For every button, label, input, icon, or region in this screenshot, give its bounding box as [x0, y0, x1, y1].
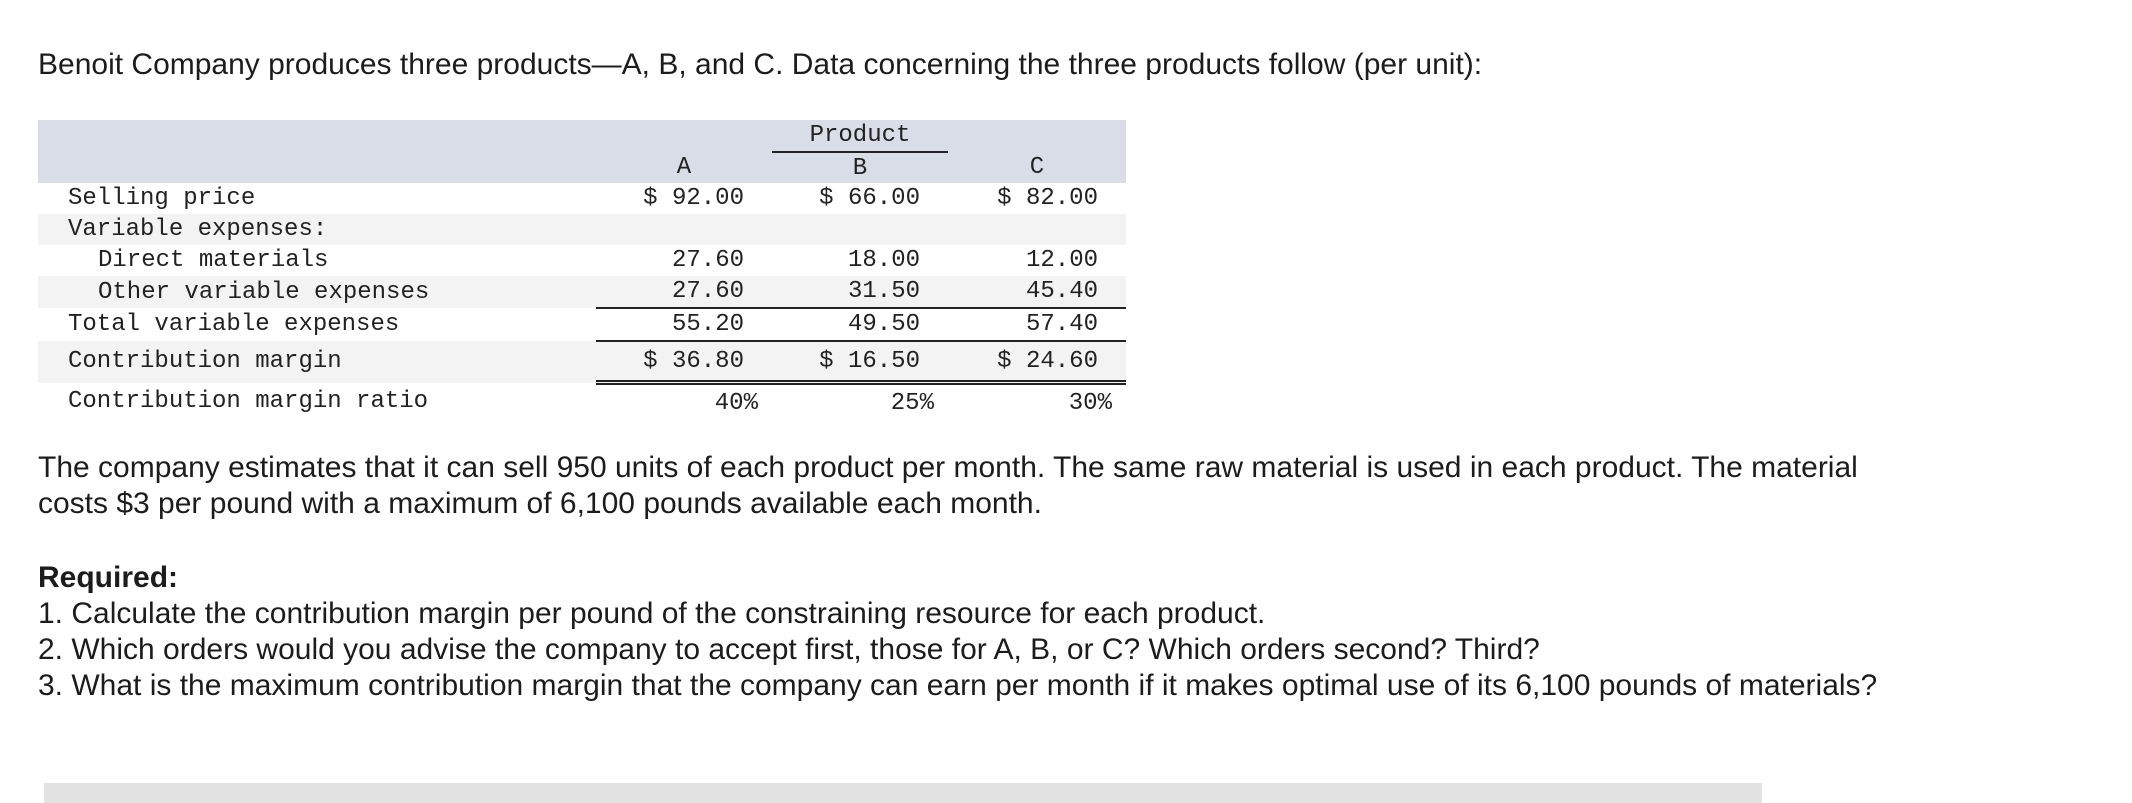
- cell-b: 31.50: [772, 276, 948, 308]
- row-label: Variable expenses:: [38, 214, 596, 245]
- cell-b: $ 16.50: [772, 341, 948, 383]
- row-label: Contribution margin: [38, 341, 596, 383]
- cell-c: [948, 214, 1126, 245]
- required-item-3: 3. What is the maximum contribution margin that the company can earn per month if it makes optimal use of its 6,100 pounds of materials?: [38, 669, 1878, 702]
- cell-a: $ 36.80: [596, 341, 772, 383]
- table-row-selling-price: [38, 183, 1126, 214]
- product-data-table: [38, 120, 1126, 421]
- cell-c: 12.00: [1025, 247, 1098, 274]
- cell-c: $ 24.60: [948, 341, 1126, 383]
- cell-b: 25%: [890, 389, 934, 417]
- cell-c: 57.40: [948, 308, 1126, 341]
- cell-b: 18.00: [847, 247, 920, 274]
- problem-intro: Benoit Company produces three products—A, B, and C. Data concerning the three products follow (per unit):: [38, 48, 1483, 81]
- row-label: Other variable expenses: [38, 276, 596, 308]
- column-header-b: B: [772, 152, 948, 183]
- cell-b: 49.50: [772, 308, 948, 341]
- row-label: Contribution margin ratio: [68, 388, 429, 416]
- product-data-table-container: [38, 120, 1126, 421]
- cell-b: [772, 214, 948, 245]
- cell-a: 27.60: [596, 276, 772, 308]
- cell-c: 30%: [1068, 389, 1112, 417]
- table-row-direct-materials: [38, 245, 1126, 276]
- table-row-contribution-margin: [38, 341, 1126, 383]
- cell-a: 55.20: [596, 308, 772, 341]
- column-header-a: A: [596, 152, 772, 183]
- cell-b: $ 66.00: [819, 185, 920, 212]
- row-label: Selling price: [68, 185, 256, 212]
- cell-a: 27.60: [671, 247, 744, 274]
- table-row-variable-expenses: [38, 214, 1126, 245]
- cell-c: 45.40: [948, 276, 1126, 308]
- required-section: [38, 560, 1918, 704]
- column-header-c: C: [948, 152, 1126, 183]
- cell-a: $ 92.00: [643, 185, 744, 212]
- cell-c: $ 82.00: [997, 185, 1098, 212]
- table-header-row-columns: [38, 152, 1126, 183]
- required-item-2: 2. Which orders would you advise the company to accept first, those for A, B, or C? Which orders second? Third?: [38, 633, 1540, 666]
- table-header-row-group: [38, 120, 1126, 152]
- problem-paragraph: The company estimates that it can sell 950 units of each product per month. The same raw material is used in each product. The material costs $3 per pound with a maximum of 6,100 pounds available each month.: [38, 451, 1858, 520]
- cell-a: [596, 214, 772, 245]
- table-row-other-variable-expenses: [38, 276, 1126, 308]
- cell-a: 40%: [714, 389, 758, 417]
- row-label: Direct materials: [98, 247, 329, 274]
- row-label: Total variable expenses: [68, 311, 400, 338]
- product-group-header: Product: [772, 120, 948, 152]
- table-row-contribution-margin-ratio: [38, 383, 1126, 422]
- required-item-1: 1. Calculate the contribution margin per pound of the constraining resource for each product.: [38, 597, 1266, 630]
- answer-area: [44, 783, 1762, 803]
- table-row-total-variable-expenses: [38, 308, 1126, 341]
- required-title: Required:: [38, 561, 179, 594]
